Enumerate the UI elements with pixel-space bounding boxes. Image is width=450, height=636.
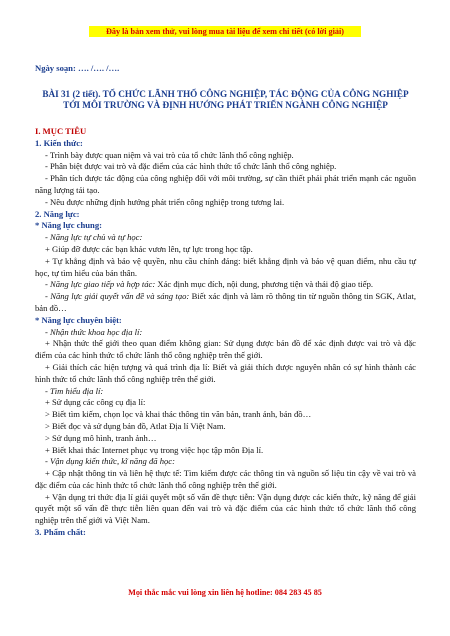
problem-solving-item (35, 291, 416, 315)
explore-item: > Biết tìm kiếm, chọn lọc và khai thác thông tin văn bản, tranh ảnh, bản đồ… (45, 409, 312, 420)
communication-item (35, 279, 416, 291)
apply-item: + Cập nhật thông tin và liên hệ thực tế: Tìm kiếm được các thông tin và nguồn số liệu tin cậy về vai trò và đặc điểm của các hình thức tổ chức lãnh thổ công nghiệp trên thế giới. (35, 468, 416, 490)
apply-item: + Vận dụng tri thức địa lí giải quyết một số vấn đề thực tiễn: Vận dụng được các kiến thức, kỹ năng để giải quyết một số vấn đề thực tiễn liên quan đến vai trò và đặc điểm của các hình thức tổ chức lãnh thổ công nghiệp trên thế giới và Việt Nam. (35, 491, 416, 526)
problem-solving-title: - Năng lực giải quyết vấn đề và sáng tạo: (45, 291, 190, 302)
knowledge-item: - Trình bày được quan niệm và vai trò của tổ chức lãnh thổ công nghiệp. (45, 149, 294, 160)
knowledge-heading: 1. Kiến thức: (35, 137, 83, 148)
autonomy-item: + Tự khẳng định và bảo vệ quyền, nhu cầu chính đáng: biết khẳng định và bảo vệ quan điểm, nhu cầu tự học, tự tìm hiểu của bản thân. (35, 255, 416, 278)
autonomy-title: - Năng lực tự chủ và tự học: (45, 232, 143, 243)
document-content (35, 63, 416, 539)
lesson-title: BÀI 31 (2 tiết). TỔ CHỨC LÃNH THỔ CÔNG NGHIỆP, TÁC ĐỘNG CỦA CÔNG NGHIỆP TỚI MÔI TRƯỜNG VÀ ĐỊNH HƯỚNG PHÁT TRIỂN NGÀNH CÔNG NGHIỆP (42, 88, 409, 111)
quality-heading: 3. Phẩm chất: (35, 527, 86, 538)
general-competence-heading: * Năng lực chung: (35, 220, 102, 231)
specific-competence-heading: * Năng lực chuyên biệt: (35, 314, 122, 325)
apply-title: - Vận dụng kiến thức, kĩ năng đã học: (45, 456, 175, 467)
explore-title: - Tìm hiểu địa lí: (45, 385, 104, 396)
knowledge-item: - Phân tích được tác động của công nghiệp đối với môi trường, sự cần thiết phải phát triển mạnh các nguồn năng lượng tái tạo. (35, 173, 416, 195)
explore-item: + Sử dụng các công cụ địa lí: (45, 397, 146, 408)
geo-knowledge-item: + Giải thích các hiện tượng và quá trình địa lí: Biết và giải thích được nguyên nhân có sự hình thành các hình thức tổ chức lãnh thổ công nghiệp trên thế giới. (35, 361, 416, 384)
autonomy-item: + Giúp đỡ được các bạn khác vươn lên, tự lực trong học tập. (45, 243, 253, 254)
date-line: Ngày soạn: …. /…. /…. (35, 63, 120, 73)
section-heading-objectives: I. MỤC TIÊU (35, 125, 87, 136)
communication-text: Xác định mục đích, nội dung, phương tiện và thái độ giao tiếp. (155, 279, 374, 290)
hotline-banner: Mọi thắc mắc vui lòng xin liên hệ hotline: 084 283 45 85 (128, 588, 322, 597)
knowledge-item: - Phân biệt được vai trò và đặc điểm của các hình thức tổ chức lãnh thổ công nghiệp. (45, 161, 337, 172)
competence-heading: 2. Năng lực: (35, 208, 80, 219)
explore-item: + Biết khai thác Internet phục vụ trong việc học tập môn Địa lí. (45, 444, 264, 455)
preview-banner: Đây là bản xem thử, vui lòng mua tài liệu để xem chi tiết (có lời giải) (89, 26, 361, 37)
explore-item: > Biết đọc và sử dụng bản đồ, Atlat Địa lí Việt Nam. (45, 420, 226, 431)
geo-knowledge-item: + Nhận thức thế giới theo quan điểm không gian: Sử dụng được bản đồ để xác định được vai trò và đặc điểm của các hình thức tổ chức lãnh thổ công nghiệp trên thế giới. (35, 338, 416, 361)
problem-solving-text: Biết xác định và làm rõ thông tin từ nguồn thông tin SGK, Atlat, bản đồ… (35, 291, 416, 313)
explore-item: > Sử dụng mô hình, tranh ảnh… (45, 432, 157, 443)
communication-title: - Năng lực giao tiếp và hợp tác: (45, 279, 156, 290)
knowledge-item: - Nêu được những định hướng phát triển công nghiệp trong tương lai. (45, 196, 285, 207)
geo-knowledge-title: - Nhận thức khoa học địa lí: (45, 326, 143, 337)
